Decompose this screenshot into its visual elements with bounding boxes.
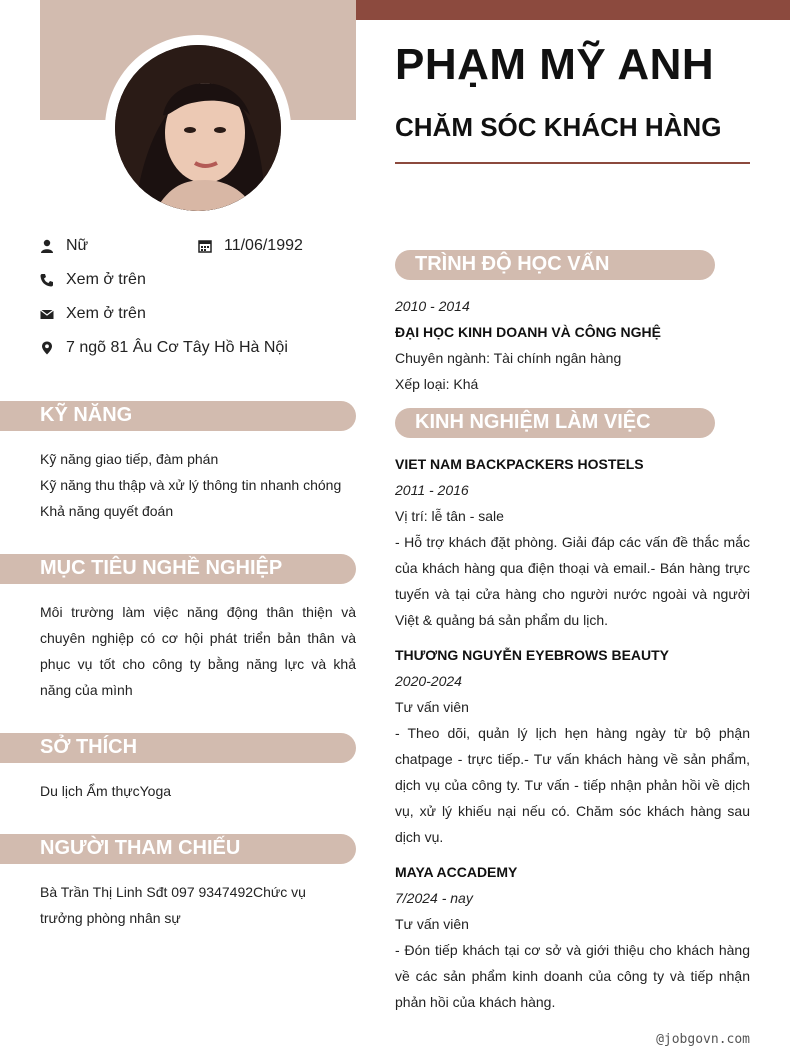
watermark: @jobgovn.com [656, 1032, 750, 1047]
gender-row [40, 237, 88, 255]
job-company: MAYA ACCADEMY [395, 864, 518, 880]
objective-section [40, 599, 356, 703]
phone-value: Xem ở trên [66, 271, 146, 288]
job-period: 2011 - 2016 [395, 482, 469, 498]
education-major: Chuyên ngành: Tài chính ngân hàng [395, 350, 622, 366]
candidate-name: PHẠM MỸ ANH [395, 40, 715, 89]
education-grade: Xếp loại: Khá [395, 376, 479, 392]
job-description: - Đón tiếp khách tại cơ sở và giới thiệu cho khách hàng về các sản phẩm kinh doanh của công ty và tiếp nhận phản hồi của khách hàng. [395, 942, 750, 1010]
job-company: VIET NAM BACKPACKERS HOSTELS [395, 456, 644, 472]
envelope-icon [40, 307, 54, 321]
list-item: Kỹ năng giao tiếp, đàm phán [40, 451, 219, 467]
user-icon [40, 239, 54, 253]
gender-value: Nữ [66, 237, 89, 254]
hobbies-section [40, 778, 356, 804]
skills-title: KỸ NĂNG [40, 404, 133, 426]
job-description: - Theo dõi, quản lý lịch hẹn hàng ngày từ bộ phận chatpage - trực tiếp.- Tư vấn khách hàng về sản phẩm, dịch vụ của công ty. Tư vấn - tiếp nhận phản hồi về dịch vụ, xử lý khiếu nại nếu có. Chăm sóc khách hàng sau dịch vụ. [395, 725, 750, 845]
hobbies-text: Du lịch Ẩm thựcYoga [40, 783, 172, 799]
objective-text: Môi trường làm việc năng động thân thiện và chuyên nghiệp có cơ hội phát triển bản thân và phục vụ tốt cho công ty bằng năng lực và khả năng của mình [40, 604, 356, 698]
references-header [0, 834, 356, 864]
top-accent-bar [356, 0, 790, 20]
job-role: Tư vấn viên [395, 916, 469, 932]
job-role: Tư vấn viên [395, 699, 469, 715]
education-header [395, 250, 715, 280]
objective-title: MỤC TIÊU NGHỀ NGHIỆP [40, 557, 283, 579]
profile-photo [115, 45, 281, 211]
references-text: Bà Trần Thị Linh Sđt 097 9347492Chức vụ trưởng phòng nhân sự [40, 884, 306, 926]
title-divider [395, 162, 750, 164]
profile-photo-illustration [115, 45, 281, 211]
dob-row [198, 237, 303, 255]
hobbies-title: SỞ THÍCH [40, 736, 138, 758]
list-item: Kỹ năng thu thập và xử lý thông tin nhanh chóng [40, 477, 342, 493]
objective-header [0, 554, 356, 584]
experience-job-2 [395, 642, 750, 850]
skills-header [0, 401, 356, 431]
education-title: TRÌNH ĐỘ HỌC VẤN [415, 253, 610, 275]
address-row [40, 339, 288, 357]
job-period: 2020-2024 [395, 673, 462, 689]
skills-list [40, 446, 356, 524]
job-company: THƯƠNG NGUYỄN EYEBROWS BEAUTY [395, 647, 670, 663]
calendar-icon [198, 239, 212, 253]
location-pin-icon [40, 341, 54, 355]
experience-job-1 [395, 451, 750, 633]
experience-title: KINH NGHIỆM LÀM VIỆC [415, 411, 651, 433]
candidate-position: CHĂM SÓC KHÁCH HÀNG [395, 112, 722, 142]
phone-icon [40, 273, 54, 287]
experience-job-3 [395, 859, 750, 1015]
phone-row [40, 271, 146, 289]
hobbies-header [0, 733, 356, 763]
address-value: 7 ngõ 81 Âu Cơ Tây Hồ Hà Nội [66, 339, 288, 356]
dob-value: 11/06/1992 [224, 237, 303, 254]
references-title: NGƯỜI THAM CHIẾU [40, 837, 241, 859]
list-item: Khả năng quyết đoán [40, 503, 174, 519]
references-section [40, 879, 350, 931]
email-value: Xem ở trên [66, 305, 146, 322]
job-description: - Hỗ trợ khách đặt phòng. Giải đáp các vấn đề thắc mắc của khách hàng qua điện thoại và email.- Bán hàng trực tuyến và tại cửa hàng cho người nước ngoài và người Việt & quảng bá sản phẩm du lịch. [395, 534, 750, 628]
education-period: 2010 - 2014 [395, 298, 470, 314]
education-school: ĐẠI HỌC KINH DOANH VÀ CÔNG NGHỆ [395, 324, 662, 340]
experience-header [395, 408, 715, 438]
job-period: 7/2024 - nay [395, 890, 473, 906]
email-row [40, 305, 146, 323]
job-role: Vị trí: lễ tân - sale [395, 508, 504, 524]
education-section [395, 293, 750, 397]
